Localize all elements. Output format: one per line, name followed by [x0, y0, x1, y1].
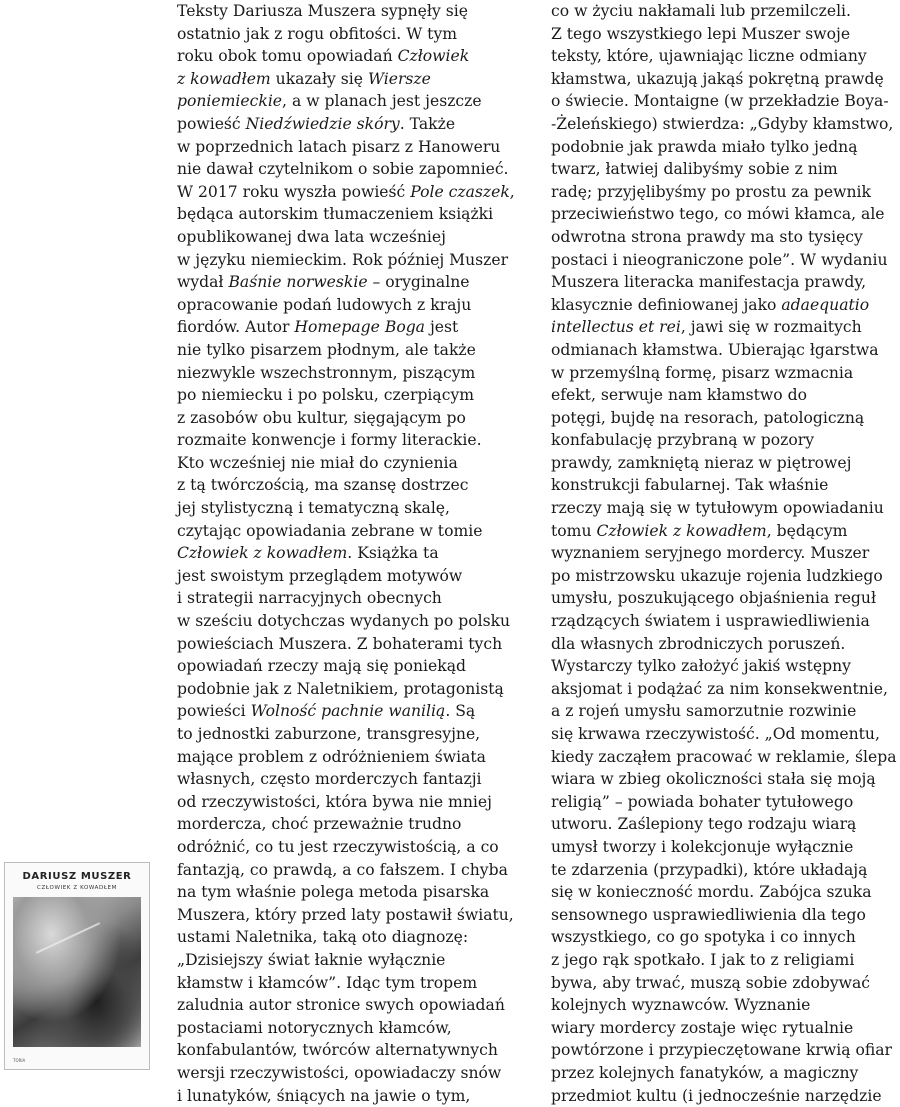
text-line — [177, 0, 532, 23]
text-segment: , będącym — [767, 522, 848, 540]
text-segment: niezwykle wszechstronnym, piszącym — [177, 364, 475, 382]
text-line — [177, 587, 532, 610]
text-segment: kłamstwa, ukazują jakąś pokrętną prawdę — [551, 70, 884, 88]
text-segment: zaludnia autor stronice swych opowiadań — [177, 996, 505, 1014]
text-line — [177, 226, 532, 249]
text-line — [551, 881, 896, 904]
text-segment: umysłu, poszukującego objaśnienia reguł — [551, 589, 876, 607]
text-line — [177, 429, 532, 452]
text-segment: aksjomat i podążać za nim konsekwentnie, — [551, 680, 888, 698]
italic-title: Człowiek — [398, 47, 470, 65]
text-segment: się w konieczność mordu. Zabójca szuka — [551, 883, 872, 901]
text-segment: czytając opowiadania zebrane w tomie — [177, 522, 482, 540]
text-segment: własnych, często morderczych fantazji — [177, 770, 482, 788]
text-line — [551, 68, 896, 91]
text-line — [177, 181, 532, 204]
text-line — [551, 497, 896, 520]
text-line — [177, 294, 532, 317]
text-segment: postaciami notorycznych kłamców, — [177, 1019, 452, 1037]
text-line — [177, 610, 532, 633]
text-line — [177, 655, 532, 678]
text-line — [177, 633, 532, 656]
text-segment: będąca autorskim tłumaczeniem książki — [177, 205, 493, 223]
text-line — [177, 23, 532, 46]
italic-title: Pole czaszek — [410, 183, 510, 201]
text-line — [551, 203, 896, 226]
text-segment: fantazją, co prawdą, a co fałszem. I chyba — [177, 861, 508, 879]
text-line — [551, 23, 896, 46]
text-line — [551, 587, 896, 610]
text-line — [551, 700, 896, 723]
book-cover — [4, 862, 150, 1070]
italic-title: poniemieckie — [177, 92, 282, 110]
text-segment: fiordów. Autor — [177, 318, 294, 336]
text-line — [551, 904, 896, 927]
text-segment: opracowanie podań ludowych z kraju — [177, 296, 471, 314]
text-segment: prawdy, zamkniętą nieraz w piętrowej — [551, 454, 851, 472]
text-segment: odwrotna strona prawdy ma sto tysięcy — [551, 228, 863, 246]
text-segment: dla własnych zbrodniczych poruszeń. — [551, 635, 845, 653]
text-line — [177, 271, 532, 294]
text-line — [177, 158, 532, 181]
text-segment: z zasobów obu kultur, sięgającym po — [177, 409, 466, 427]
text-segment: się krwawa rzeczywistość. „Od momentu, — [551, 725, 880, 743]
text-segment: przedmiot kultu (i jednocześnie narzędzie — [551, 1087, 882, 1105]
text-line — [551, 181, 896, 204]
text-line — [177, 362, 532, 385]
text-line — [551, 768, 896, 791]
text-segment: przez kolejnych fanatyków, a magiczny — [551, 1064, 858, 1082]
text-segment: postaci i nieograniczone pole”. W wydaniu — [551, 251, 888, 269]
text-segment: a z rojeń umysłu samorzutnie rozwinie — [551, 702, 856, 720]
text-segment: rzeczy mają się w tytułowym opowiadaniu — [551, 499, 884, 517]
text-segment: nie tylko pisarzem płodnym, ale także — [177, 341, 476, 359]
text-line — [177, 746, 532, 769]
text-line — [551, 362, 896, 385]
text-line — [177, 474, 532, 497]
text-segment: -Żeleńskiego) stwierdza: „Gdyby kłamstwo, — [551, 115, 893, 133]
text-segment: to jednostki zaburzone, transgresyjne, — [177, 725, 480, 743]
text-segment: ukazały się — [271, 70, 368, 88]
text-segment: Z tego wszystkiego lepi Muszer swoje — [551, 25, 850, 43]
text-segment: przeciwieństwo tego, co mówi kłamca, ale — [551, 205, 885, 223]
text-line — [551, 813, 896, 836]
text-segment: opublikowanej dwa lata wcześniej — [177, 228, 446, 246]
text-segment: tomu — [551, 522, 596, 540]
text-line — [177, 339, 532, 362]
text-segment: jest swoistym przeglądem motywów — [177, 567, 462, 585]
text-line — [177, 90, 532, 113]
text-segment: powtórzone i przypieczętowane krwią ofiar — [551, 1041, 892, 1059]
text-line — [177, 949, 532, 972]
text-segment: konfabulację przybraną w pozory — [551, 431, 814, 449]
text-segment: Kto wcześniej nie miał do czynienia — [177, 454, 458, 472]
text-segment: twarz, łatwiej dalibyśmy sobie z nim — [551, 160, 838, 178]
text-line — [551, 655, 896, 678]
text-line — [177, 836, 532, 859]
text-segment: Teksty Dariusza Muszera sypnęły się — [177, 2, 468, 20]
text-line — [177, 113, 532, 136]
italic-title: intellectus et rei — [551, 318, 681, 336]
text-line — [551, 0, 896, 23]
italic-title: Homepage Boga — [294, 318, 425, 336]
text-line — [177, 700, 532, 723]
text-line — [177, 881, 532, 904]
text-line — [177, 203, 532, 226]
text-line — [551, 1039, 896, 1062]
text-segment: , — [510, 183, 515, 201]
text-segment: . Także — [400, 115, 455, 133]
text-segment: te zdarzenia (przypadki), które układają — [551, 861, 867, 879]
book-cover-title: CZŁOWIEK Z KOWADŁEM — [5, 885, 149, 891]
text-line — [177, 1017, 532, 1040]
text-line — [177, 859, 532, 882]
text-segment: konstrukcji fabularnej. Tak właśnie — [551, 476, 828, 494]
book-cover-publisher: TORIA — [13, 1058, 25, 1063]
text-segment: klasycznie definiowanej jako — [551, 296, 781, 314]
text-segment: . Są — [445, 702, 475, 720]
text-line — [177, 972, 532, 995]
text-segment: Muszera literacka manifestacja prawdy, — [551, 273, 866, 291]
text-segment: jej stylistyczną i tematyczną skalę, — [177, 499, 450, 517]
text-line — [177, 542, 532, 565]
text-line — [551, 1017, 896, 1040]
text-line — [551, 474, 896, 497]
text-segment: i lunatyków, śniących na jawie o tym, — [177, 1087, 470, 1105]
text-segment: podobnie jak z Naletnikiem, protagonistą — [177, 680, 504, 698]
text-segment: Wystarczy tylko założyć jakiś wstępny — [551, 657, 851, 675]
text-line — [177, 452, 532, 475]
text-line — [551, 452, 896, 475]
text-line — [177, 384, 532, 407]
text-segment: bywa, aby trwać, muszą sobie zdobywać — [551, 974, 870, 992]
text-segment: , jawi się w rozmaitych — [681, 318, 862, 336]
text-line — [551, 542, 896, 565]
text-segment: z jego rąk spotkało. I jak to z religiami — [551, 951, 854, 969]
text-line — [551, 158, 896, 181]
text-line — [177, 994, 532, 1017]
text-segment: potęgi, bujdę na resorach, patologiczną — [551, 409, 864, 427]
text-line — [551, 791, 896, 814]
text-line — [177, 68, 532, 91]
text-line — [177, 791, 532, 814]
text-segment: religią” – powiada bohater tytułowego — [551, 793, 853, 811]
text-line — [551, 836, 896, 859]
text-line — [551, 633, 896, 656]
text-segment: powieść — [177, 115, 246, 133]
text-line — [551, 972, 896, 995]
italic-title: z kowadłem — [177, 70, 271, 88]
italic-title: Człowiek z kowadłem — [177, 544, 347, 562]
text-segment: podobnie jak prawda miało tylko jedną — [551, 138, 858, 156]
text-line — [551, 1062, 896, 1085]
text-line — [551, 45, 896, 68]
text-line — [551, 859, 896, 882]
text-segment: jest — [425, 318, 458, 336]
text-line — [177, 904, 532, 927]
text-line — [177, 1062, 532, 1085]
text-line — [177, 723, 532, 746]
text-segment: na tym właśnie polega metoda pisarska — [177, 883, 489, 901]
text-segment: co w życiu nakłamali lub przemilczeli. — [551, 2, 851, 20]
italic-title: Człowiek z kowadłem — [596, 522, 766, 540]
text-line — [177, 565, 532, 588]
text-segment: sensownego usprawiedliwienia dla tego — [551, 906, 866, 924]
text-segment: wiara w zbieg okoliczności stała się moją — [551, 770, 876, 788]
text-segment: „Dzisiejszy świat łaknie wyłącznie — [177, 951, 445, 969]
text-line — [551, 610, 896, 633]
text-line — [551, 994, 896, 1017]
text-segment: wyznaniem seryjnego mordercy. Muszer — [551, 544, 869, 562]
text-column-2 — [551, 0, 896, 1107]
text-line — [551, 271, 896, 294]
text-line — [177, 136, 532, 159]
text-segment: opowiadań rzeczy mają się poniekąd — [177, 657, 466, 675]
text-line — [177, 678, 532, 701]
text-line — [177, 520, 532, 543]
text-segment: rozmaite konwencje i formy literackie. — [177, 431, 482, 449]
text-line — [551, 723, 896, 746]
text-line — [551, 294, 896, 317]
text-segment: kłamstw i kłamców”. Idąc tym tropem — [177, 974, 477, 992]
text-line — [177, 45, 532, 68]
text-segment: mające problem z odróżnieniem świata — [177, 748, 486, 766]
text-segment: , a w planach jest jeszcze — [282, 92, 482, 110]
text-line — [551, 926, 896, 949]
text-segment: po mistrzowsku ukazuje rojenia ludzkiego — [551, 567, 883, 585]
text-segment: po niemiecku i po polsku, czerpiącym — [177, 386, 474, 404]
text-segment: wydał — [177, 273, 228, 291]
text-line — [551, 226, 896, 249]
text-segment: od rzeczywistości, która bywa nie mniej — [177, 793, 492, 811]
text-line — [551, 949, 896, 972]
text-line — [551, 339, 896, 362]
text-line — [551, 136, 896, 159]
text-line — [177, 813, 532, 836]
italic-title: Niedźwiedzie skóry — [246, 115, 400, 133]
italic-title: Wolność pachnie wanilią — [251, 702, 446, 720]
italic-title: Wiersze — [368, 70, 431, 88]
text-segment: . Książka ta — [347, 544, 438, 562]
text-segment: teksty, które, ujawniając liczne odmiany — [551, 47, 867, 65]
text-segment: umysł tworzy i kolekcjonuje wyłącznie — [551, 838, 853, 856]
text-segment: konfabulantów, twórców alternatywnych — [177, 1041, 498, 1059]
book-cover-art-icon — [13, 897, 141, 1047]
text-segment: nie dawał czytelnikom o sobie zapomnieć. — [177, 160, 509, 178]
text-segment: Muszera, który przed laty postawił światu, — [177, 906, 514, 924]
text-line — [551, 316, 896, 339]
text-line — [551, 1085, 896, 1107]
text-segment: utworu. Zaślepiony tego rodzaju wiarą — [551, 815, 856, 833]
text-segment: odróżnić, co tu jest rzeczywistością, a co — [177, 838, 499, 856]
text-segment: rządzących światem i usprawiedliwienia — [551, 612, 870, 630]
text-segment: powieści — [177, 702, 251, 720]
text-line — [177, 768, 532, 791]
text-segment: odmianach kłamstwa. Ubierając łgarstwa — [551, 341, 879, 359]
text-segment: efekt, serwuje nam kłamstwo do — [551, 386, 807, 404]
text-segment: – oryginalne — [368, 273, 470, 291]
text-column-1 — [177, 0, 532, 1107]
text-segment: W 2017 roku wyszła powieść — [177, 183, 410, 201]
text-line — [551, 249, 896, 272]
text-line — [177, 497, 532, 520]
text-line — [177, 1039, 532, 1062]
text-line — [551, 746, 896, 769]
text-segment: roku obok tomu opowiadań — [177, 47, 398, 65]
text-segment: mordercza, choć przeważnie trudno — [177, 815, 461, 833]
text-segment: i strategii narracyjnych obecnych — [177, 589, 442, 607]
text-segment: wersji rzeczywistości, opowiadaczy snów — [177, 1064, 501, 1082]
text-segment: ustami Naletnika, taką oto diagnozę: — [177, 928, 468, 946]
text-line — [551, 90, 896, 113]
text-segment: kiedy zacząłem pracować w reklamie, ślepa — [551, 748, 897, 766]
text-line — [177, 407, 532, 430]
text-line — [177, 1085, 532, 1107]
italic-title: adaequatio — [781, 296, 869, 314]
book-cover-author: DARIUSZ MUSZER — [5, 871, 149, 882]
text-segment: z tą twórczością, ma szansę dostrzec — [177, 476, 468, 494]
text-segment: radę; przyjęlibyśmy po prostu za pewnik — [551, 183, 871, 201]
text-segment: w języku niemieckim. Rok później Muszer — [177, 251, 508, 269]
text-segment: wiary mordercy zostaje więc rytualnie — [551, 1019, 853, 1037]
text-line — [551, 384, 896, 407]
text-line — [551, 407, 896, 430]
text-line — [551, 113, 896, 136]
text-line — [551, 429, 896, 452]
text-line — [551, 678, 896, 701]
text-segment: wszystkiego, co go spotyka i co innych — [551, 928, 856, 946]
text-line — [177, 316, 532, 339]
text-segment: w sześciu dotychczas wydanych po polsku — [177, 612, 510, 630]
italic-title: Baśnie norweskie — [228, 273, 367, 291]
text-segment: ostatnio jak z rogu obfitości. W tym — [177, 25, 457, 43]
text-line — [551, 520, 896, 543]
text-segment: powieściach Muszera. Z bohaterami tych — [177, 635, 502, 653]
text-segment: w przemyślną formę, pisarz wzmacnia — [551, 364, 853, 382]
text-segment: o świecie. Montaigne (w przekładzie Boya- — [551, 92, 889, 110]
text-line — [551, 565, 896, 588]
text-line — [177, 926, 532, 949]
text-line — [177, 249, 532, 272]
text-segment: w poprzednich latach pisarz z Hanoweru — [177, 138, 500, 156]
text-segment: kolejnych wyznawców. Wyznanie — [551, 996, 810, 1014]
